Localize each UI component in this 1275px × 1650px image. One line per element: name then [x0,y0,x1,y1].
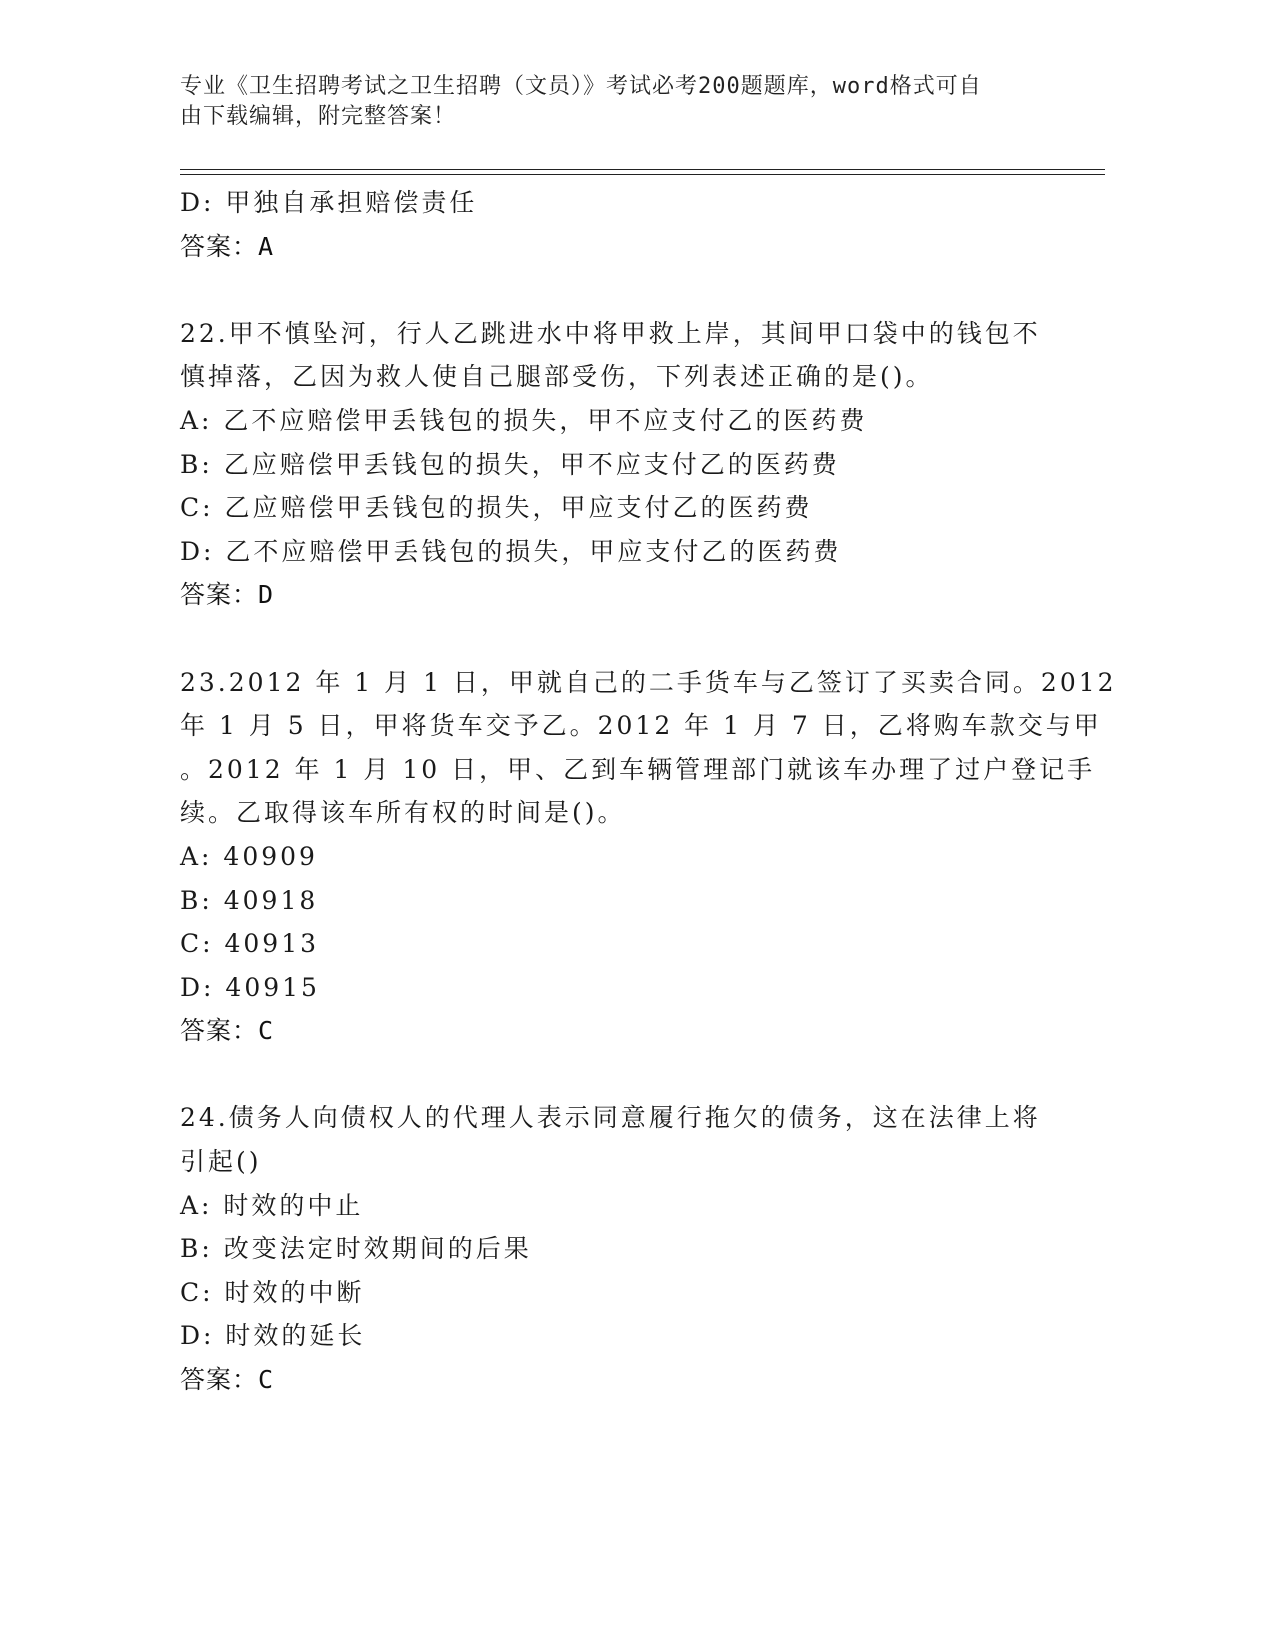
spacer [180,617,1050,661]
option-b: B: 40918 [180,885,319,915]
question-23 [180,661,1117,1053]
option-d: D: 40915 [180,972,320,1002]
question-text: 23.2012 年 1 月 1 日，甲就自己的二手货车与乙签订了买卖合同。2012 [180,667,1117,697]
question-text: 慎掉落，乙因为救人使自己腿部受伤，下列表述正确的是()。 [180,362,934,392]
option-c: C: 时效的中断 [180,1277,365,1307]
answer: 答案：C [180,1016,275,1046]
question-text: 22.甲不慎坠河，行人乙跳进水中将甲救上岸，其间甲口袋中的钱包不 [180,318,1041,348]
header-rule-bottom [180,174,1105,175]
option-a: A: 乙不应赔偿甲丢钱包的损失，甲不应支付乙的医药费 [180,405,868,435]
question-22 [180,312,1050,617]
answer: 答案：C [180,1365,275,1395]
document-body [180,181,1117,1402]
question-24 [180,1096,1050,1401]
header-rule-top [180,169,1105,170]
option-d: D: 乙不应赔偿甲丢钱包的损失，甲应支付乙的医药费 [180,536,842,566]
option-a: A: 时效的中止 [180,1190,364,1220]
header-line-2: 由下载编辑，附完整答案！ [180,104,457,129]
spacer [180,1053,1050,1097]
prev-option-d: D: 甲独自承担赔偿责任 [180,188,478,217]
question-text: 续。乙取得该车所有权的时间是()。 [180,798,626,828]
prev-answer: 答案：A [180,231,275,261]
option-d: D: 时效的延长 [180,1321,366,1351]
option-c: C: 40913 [180,929,320,959]
question-text: 。2012 年 1 月 10 日，甲、乙到车辆管理部门就该车办理了过户登记手 [180,754,1096,784]
option-b: B: 乙应赔偿甲丢钱包的损失，甲不应支付乙的医药费 [180,449,840,479]
page-header [180,72,1040,132]
question-text: 引起() [180,1147,262,1177]
option-b: B: 改变法定时效期间的后果 [180,1234,532,1264]
option-a: A: 40909 [180,841,318,871]
answer: 答案：D [180,580,275,610]
spacer [180,268,1050,312]
header-line-1: 专业《卫生招聘考试之卫生招聘（文员）》考试必考200题题库，word格式可自 [180,74,982,99]
option-c: C: 乙应赔偿甲丢钱包的损失，甲应支付乙的医药费 [180,493,813,523]
question-text: 年 1 月 5 日，甲将货车交予乙。2012 年 1 月 7 日，乙将购车款交与甲 [180,711,1102,741]
question-text: 24.债务人向债权人的代理人表示同意履行拖欠的债务，这在法律上将 [180,1103,1041,1133]
